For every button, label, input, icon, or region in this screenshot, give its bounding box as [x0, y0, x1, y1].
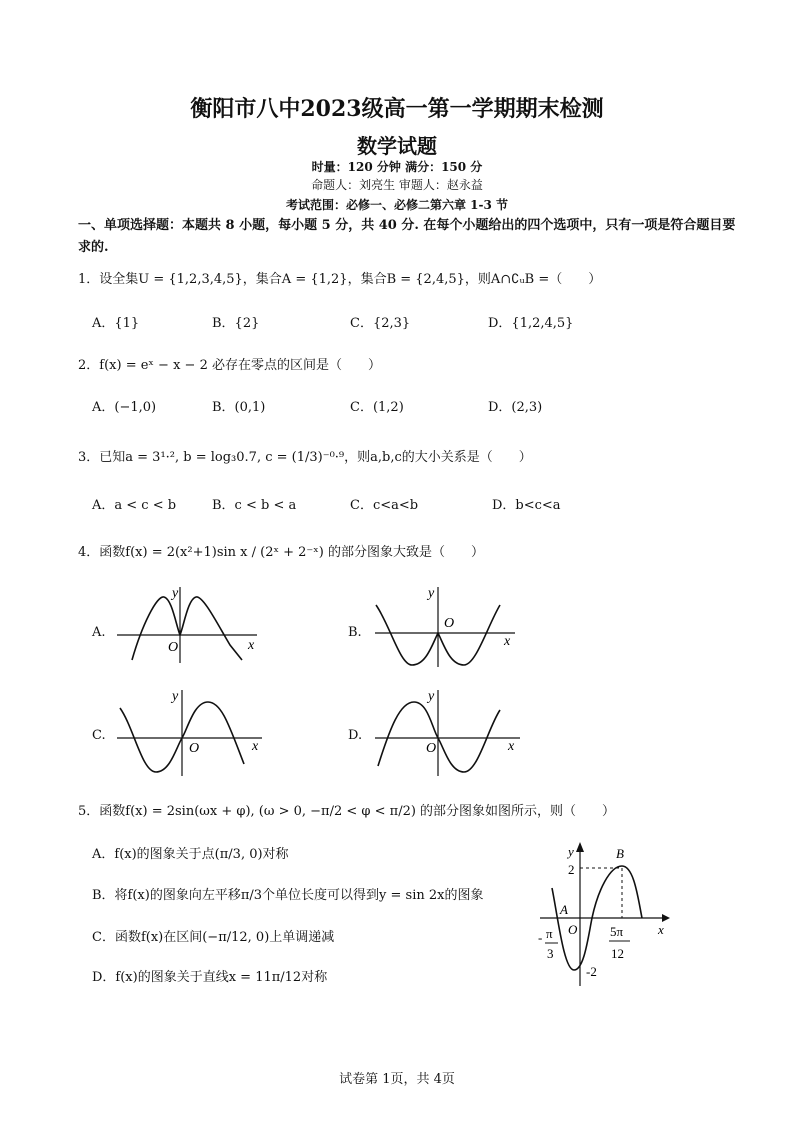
q5-tick-5pi: 5π: [610, 924, 624, 939]
q4d-x-label: x: [508, 739, 515, 754]
q2-option-a: A．(−1,0): [92, 400, 157, 415]
q4b-origin-label: O: [444, 616, 455, 631]
q5-tick-3: 3: [547, 946, 554, 961]
q4-graph-a: [112, 585, 262, 665]
q5-point-a: A: [560, 902, 568, 917]
q1-option-c: C．{2,3}: [350, 316, 411, 331]
exam-title: 衡阳市八中2023级高一第一学期期末检测: [190, 96, 604, 122]
q4d-origin-label: O: [426, 741, 437, 756]
q3-option-d: D．b<c<a: [492, 498, 561, 513]
authors: 命题人：刘亮生 审题人：赵永益: [311, 178, 483, 192]
q3-option-b: B．c < b < a: [212, 498, 297, 513]
q4a-x-label: x: [248, 638, 255, 653]
q5-x-label: x: [658, 922, 664, 937]
question-1-stem: 1．设全集U = {1,2,3,4,5}，集合A = {1,2}，集合B = {2,4,5}，则A∩∁ᵤB =（ ）: [78, 272, 602, 287]
q4-option-c-label: C.: [92, 728, 106, 743]
section-heading: 一、单项选择题：本题共 8 小题，每小题 5 分，共 40 分. 在每个小题给出的四个选项中，只有一项是符合题目要求的.: [78, 218, 736, 255]
q5-option-c: C．函数f(x)在区间(−π/12, 0)上单调递减: [92, 930, 335, 945]
q4c-y-label: y: [172, 689, 179, 704]
q5-figure: [530, 838, 675, 990]
q1-option-d: D．{1,2,4,5}: [488, 316, 574, 331]
q4d-y-label: y: [428, 689, 435, 704]
q4-option-a-label: A.: [92, 625, 106, 640]
q5-option-b: B．将f(x)的图象向左平移π/3个单位长度可以得到y = sin 2x的图象: [92, 888, 484, 903]
q5-point-b: B: [616, 846, 624, 861]
q4c-x-label: x: [252, 739, 259, 754]
q1-option-b: B．{2}: [212, 316, 260, 331]
q4-graph-c: [112, 688, 267, 778]
q5-tick-2: 2: [568, 862, 575, 877]
question-4-stem: 4．函数f(x) = 2(x²+1)sin x / (2ˣ + 2⁻ˣ) 的部分图象大致是（ ）: [78, 545, 485, 560]
question-3-stem: 3．已知a = 3¹·², b = log₃0.7, c = (1/3)⁻⁰·⁹，则a,b,c的大小关系是（ ）: [78, 450, 532, 465]
q3-option-a: A．a < c < b: [92, 498, 177, 513]
q3-option-c: C．c<a<b: [350, 498, 419, 513]
question-5-stem: 5．函数f(x) = 2sin(ωx + φ), (ω > 0, −π/2 < φ < π/2) 的部分图象如图所示，则（ ）: [78, 804, 616, 819]
exam-scope: 考试范围：必修一、必修二第六章 1-3 节: [285, 198, 509, 212]
q5-origin-label: O: [568, 922, 578, 937]
q5-minus-sign: -: [538, 930, 543, 945]
q4-option-d-label: D.: [348, 728, 363, 743]
q5-y-label: y: [568, 844, 574, 859]
q2-option-c: C．(1,2): [350, 400, 404, 415]
time-score: 时量：120 分钟 满分：150 分: [311, 160, 483, 174]
question-2-stem: 2．f(x) = eˣ − x − 2 必存在零点的区间是（ ）: [78, 358, 381, 373]
q4-graph-b: [370, 585, 520, 670]
exam-subtitle: 数学试题: [357, 134, 437, 158]
q4b-y-label: y: [428, 586, 435, 601]
q1-option-a: A．{1}: [92, 316, 140, 331]
q4b-x-label: x: [504, 634, 511, 649]
q5-tick-12: 12: [611, 946, 624, 961]
q4-option-b-label: B.: [348, 625, 362, 640]
q4a-y-label: y: [172, 586, 179, 601]
q4-graph-d: [370, 688, 525, 778]
q5-tick-pi: π: [546, 926, 553, 941]
q2-option-d: D．(2,3): [488, 400, 543, 415]
q4a-origin-label: O: [168, 640, 179, 655]
q4c-origin-label: O: [189, 741, 200, 756]
q5-tick-neg2: -2: [586, 964, 597, 979]
q5-option-a: A．f(x)的图象关于点(π/3, 0)对称: [92, 847, 289, 862]
q2-option-b: B．(0,1): [212, 400, 266, 415]
page-footer: 试卷第 1页，共 4页: [339, 1072, 455, 1087]
q5-option-d: D．f(x)的图象关于直线x = 11π/12对称: [92, 970, 328, 985]
